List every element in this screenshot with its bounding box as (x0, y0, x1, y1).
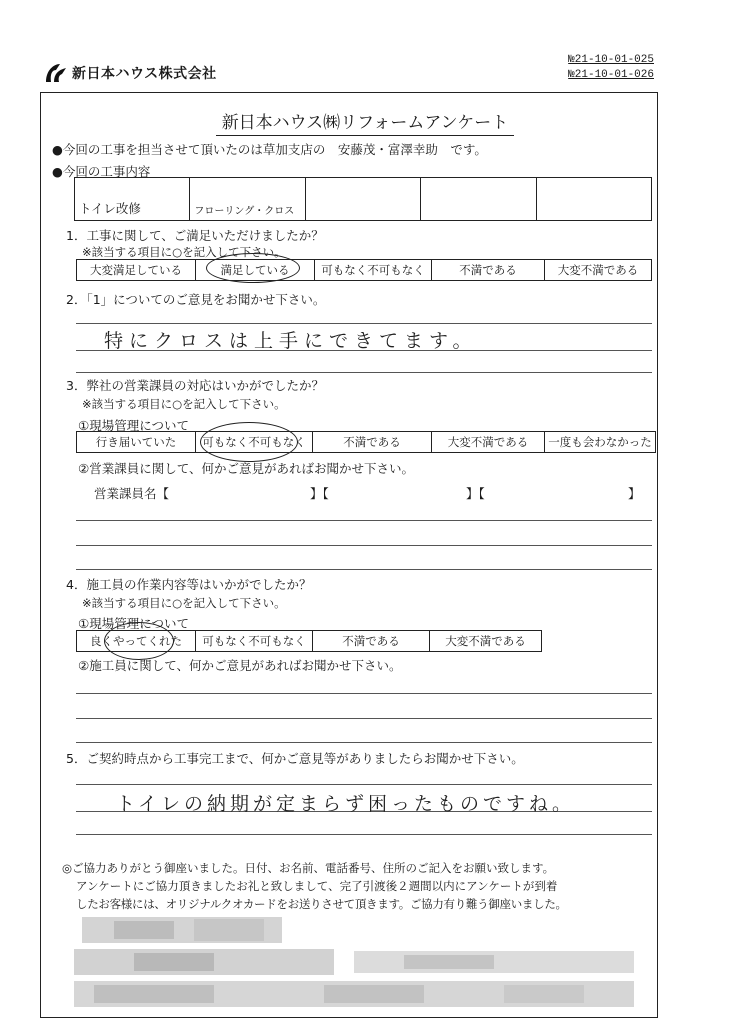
footer-line: アンケートにご協力頂きましたお礼と致しまして、完了引渡後２週間以内にアンケートが到着 (76, 879, 558, 893)
answer-line (76, 784, 652, 785)
footer-line: ◎ご協力ありがとう御座いました。日付、お名前、電話番号、住所のご記入をお願い致します。 (62, 861, 555, 875)
staff-name-bracket: 】【 (310, 486, 329, 501)
q1-option[interactable]: 可もなく不可もなく (315, 260, 432, 280)
staff-name-label: 営業課員名【 (94, 486, 170, 501)
form-title: 新日本ハウス㈱リフォームアンケート (216, 113, 515, 136)
redacted-personal-info (74, 915, 649, 1010)
q1-question: 1．工事に関して、ご満足いただけましたか？ (66, 228, 324, 243)
q3-option[interactable]: 不満である (313, 432, 432, 452)
q5-handwritten-answer: トイレの納期が定まらず困ったものですね。 (116, 793, 576, 815)
q4-sub1: ①現場管理について (78, 616, 189, 631)
q1-option[interactable]: 大変不満である (557, 263, 639, 277)
document-numbers (568, 53, 654, 83)
work-cell[interactable] (190, 178, 305, 220)
company-logo-icon (44, 62, 68, 84)
q1-option[interactable]: 不満である (432, 260, 545, 280)
footer-line: したお客様には、オリジナルクオカードをお送りさせて頂きます。ご協力有り難う御座いました。 (76, 897, 567, 911)
q1-option-selected[interactable]: 満足している (196, 260, 315, 280)
q2-question: 2．「1」についてのご意見をお聞かせ下さい。 (66, 292, 326, 307)
work-cell[interactable] (421, 178, 536, 220)
answer-line (76, 718, 652, 719)
q2-handwritten-answer: 特にクロスは上手にできてます。 (104, 330, 478, 352)
q3-selection-circle (200, 422, 298, 462)
q3-sub1: ①現場管理について (78, 418, 189, 433)
staff-line: ●今回の工事を担当させて頂いたのは草加支店の 安藤茂・富澤幸助 です。 (52, 142, 487, 157)
answer-line (76, 323, 652, 324)
q3-option[interactable]: 一度も会わなかった (548, 435, 652, 449)
document-number: №21-10-01-025 (568, 54, 654, 66)
company-name: 新日本ハウス株式会社 (72, 66, 217, 82)
answer-line (76, 545, 652, 546)
answer-line (76, 520, 652, 521)
work-cell[interactable] (75, 178, 190, 220)
work-item-text: トイレ改修 (79, 201, 141, 216)
work-item-text: フローリング・クロス (194, 206, 295, 217)
work-content-table (74, 177, 652, 221)
work-content-label: ●今回の工事内容 (52, 164, 151, 179)
q3-option[interactable]: 行き届いていた (77, 432, 196, 452)
work-cell[interactable] (537, 178, 651, 220)
work-cell[interactable] (306, 178, 421, 220)
answer-line (76, 693, 652, 694)
q4-option-selected[interactable]: 良くやってくれた (77, 631, 196, 651)
q3-note: ※該当する項目に○を記入して下さい。 (82, 397, 286, 411)
company-logo (44, 62, 217, 84)
q4-option[interactable]: 不満である (313, 631, 430, 651)
q1-selection-circle (206, 253, 300, 283)
q4-option[interactable]: 可もなく不可もなく (196, 631, 313, 651)
q3-options (76, 431, 656, 453)
q1-option[interactable]: 大変満足している (77, 260, 196, 280)
q3-sub2: ②営業課員に関して、何かご意見があればお聞かせ下さい。 (78, 461, 414, 476)
staff-name-bracket: 】 (628, 486, 641, 501)
answer-line (76, 569, 652, 570)
q4-option[interactable]: 大変不満である (445, 634, 526, 648)
q1-options (76, 259, 652, 281)
q4-selection-circle (104, 622, 174, 660)
answer-line (76, 742, 652, 743)
q4-note: ※該当する項目に○を記入して下さい。 (82, 596, 286, 610)
answer-line (76, 372, 652, 373)
form-title-wrap (0, 108, 730, 133)
q3-question: 3．弊社の営業課員の対応はいかがでしたか？ (66, 378, 324, 393)
q4-question: 4．施工員の作業内容等はいかがでしたか？ (66, 577, 312, 592)
q3-option-selected[interactable]: 可もなく不可もなく (196, 432, 313, 452)
staff-name-bracket: 】【 (466, 486, 485, 501)
q1-note: ※該当する項目に○を記入して下さい。 (82, 245, 286, 259)
answer-line (76, 834, 652, 835)
q4-sub2: ②施工員に関して、何かご意見があればお聞かせ下さい。 (78, 658, 402, 673)
q5-question: 5．ご契約時点から工事完工まで、何かご意見等がありましたらお聞かせ下さい。 (66, 751, 524, 766)
document-number: №21-10-01-026 (568, 69, 654, 81)
q3-option[interactable]: 大変不満である (432, 432, 545, 452)
